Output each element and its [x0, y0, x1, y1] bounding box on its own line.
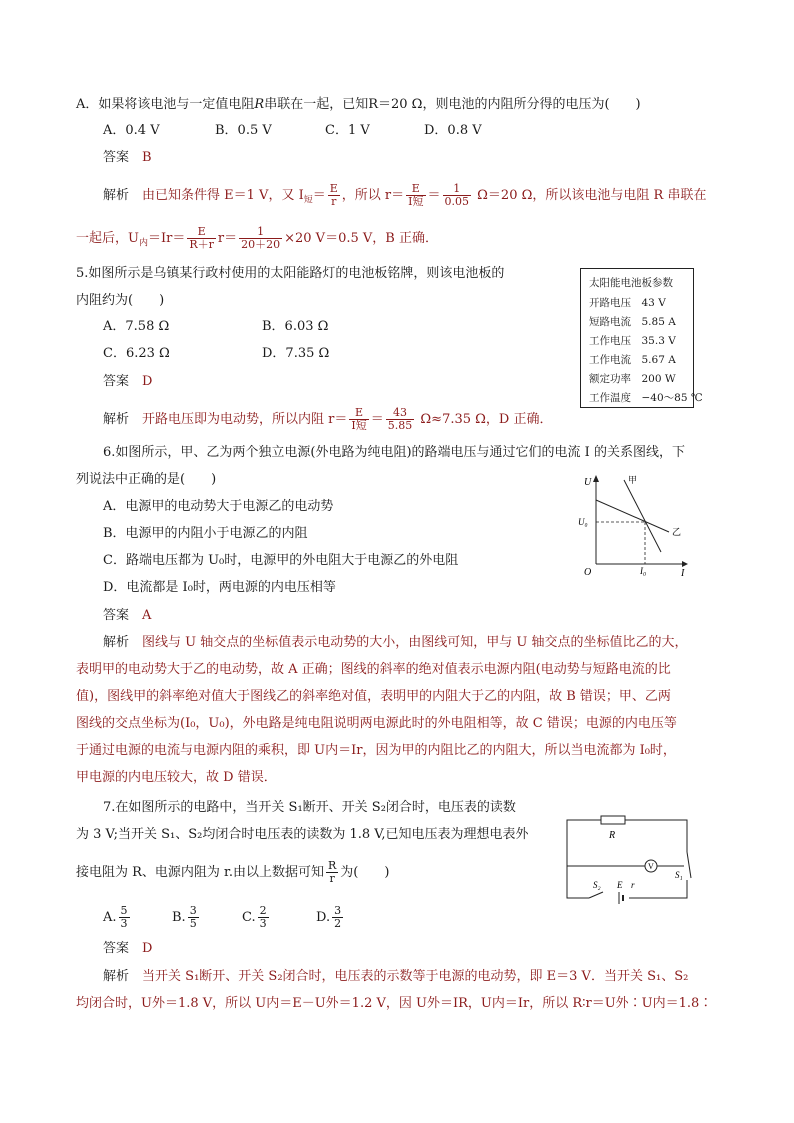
q6-analysis-line1 [103, 634, 687, 652]
q4-analysis-l2b: ＝Ir＝ [147, 231, 186, 246]
q4-answer-label: 答案 [103, 150, 130, 165]
q4-stem-b: 串联在一起，已知 [264, 97, 369, 112]
q7-option-a[interactable] [103, 905, 132, 930]
q7-stem-frac [326, 860, 338, 885]
emf-label: E [617, 880, 623, 890]
resistor-r [601, 816, 625, 824]
q7-stem-l3b: 为( ) [340, 865, 390, 880]
yi-label: 乙 [672, 528, 682, 538]
q5-frac1-n: E [349, 407, 368, 420]
q4-analysis-l1c: Ω＝20 Ω，所以该电池与电阻 R 串联在 [477, 188, 707, 203]
q4-option-a[interactable]: A．0.4 V [103, 123, 160, 138]
q4-stem-a: A．如果将该电池与一定值电阻 [76, 97, 255, 112]
q7-opt-d: 2 [334, 917, 342, 930]
q7-answer-value: D [142, 941, 153, 956]
solar-panel-nameplate [580, 268, 703, 408]
q7-stem-l3a: 接电阻为 R、电源内阻为 r.由以上数据可知 [76, 865, 324, 880]
q6-stem-line2: 列说法中正确的是( ) [76, 472, 217, 487]
q5-analysis-b: Ω≈7.35 Ω，D 正确． [420, 412, 553, 427]
i-axis-arrow-icon [682, 561, 688, 567]
q4-analysis-line1: 解析 由已知条件得 E＝1 V，又 $I_短=$ $\frac{E}{r}$ ，所以 r＝ $\frac{E}{\text{I短}}$ ＝ $\frac{1}{0.05}$ Ω＝20 Ω，所以该电池与电阻 R 串联在 [103, 182, 707, 208]
internal-r-label: r [631, 880, 635, 890]
q4-frac2 [406, 183, 425, 208]
q5-frac1-d: I短 [351, 419, 367, 432]
q7-opt-label: D. [316, 910, 331, 925]
q7-opt-d: 5 [189, 917, 197, 930]
origin-label: O [584, 567, 592, 578]
q4-frac2-d: I短 [408, 195, 424, 208]
q7-opt-n: 2 [259, 904, 267, 917]
q4-frac5 [239, 226, 282, 251]
q7-opt-frac [119, 905, 130, 930]
q5-answer [103, 373, 152, 391]
q7-opt-d: 3 [259, 917, 267, 930]
q7-opt-n: 3 [189, 904, 197, 917]
q5-option-c[interactable]: C．6.23 Ω [103, 346, 170, 361]
q4-frac1-n: E [329, 182, 338, 195]
q7-opt-label: A. [103, 910, 117, 925]
q4-frac2-n: E [406, 183, 425, 196]
q5-option-b[interactable]: B．6.03 Ω [262, 319, 329, 334]
q4-stem [76, 96, 641, 114]
q7-stem-line1: 7.在如图所示的电路中，当开关 S₁断开、开关 S₂闭合时，电压表的读数 [103, 800, 516, 815]
q5-frac2-d: 5.85 [387, 419, 413, 432]
q6-analysis-text: 图线与 U 轴交点的坐标值表示电动势的大小，由图线可知，甲与 U 轴交点的坐标值比乙的大， [142, 635, 688, 650]
s1-label: S₁ [675, 870, 683, 880]
q5-answer-label: 答案 [103, 374, 130, 389]
q4-frac1-d: r [331, 195, 337, 208]
q4-frac3-d: 0.05 [444, 195, 470, 208]
q7-analysis-text: 当开关 S₁断开、开关 S₂闭合时，电压表的示数等于电源的电动势，即 E＝3 V．当开关 S₁、S₂ [142, 969, 689, 984]
q4-frac4-n: E [187, 226, 216, 239]
q5-stem-line1: 5.如图所示是乌镇某行政村使用的太阳能路灯的电池板铭牌，则该电池板的 [76, 266, 505, 281]
q6-option-b[interactable]: B．电源甲的内阻小于电源乙的内阻 [103, 526, 308, 541]
i0-label: I₀ [640, 566, 647, 576]
q7-opt-d: 3 [120, 917, 128, 930]
q6-stem-line1: 6.如图所示，甲、乙为两个独立电源(外电路为纯电阻)的路端电压与通过它们的电流 I 的关系图线，下 [103, 445, 685, 460]
q4-stem-c: R＝20 Ω，则电池的内阻所分得的电压为( ) [368, 97, 641, 112]
q6-analysis-line6: 甲电源的内电压较大，故 D 错误． [76, 770, 277, 785]
q4-analysis-l1a: 由已知条件得 E＝1 V，又 I [142, 188, 304, 203]
q6-answer-label: 答案 [103, 608, 130, 623]
q6-analysis-line3: 值)，图线甲的斜率绝对值大于图线乙的斜率绝对值，表明甲的内阻大于乙的内阻，故 B 错误；甲、乙两 [76, 689, 671, 704]
nameplate-key: 工作温度 [589, 392, 631, 404]
q5-frac2-n: 43 [386, 407, 415, 420]
q6-option-c[interactable]: C．路端电压都为 U₀时，电源甲的外电阻大于电源乙的外电阻 [103, 553, 459, 568]
q4-frac5-n: 1 [239, 226, 282, 239]
q6-analysis-line5: 于通过电源的电流与电源内阻的乘积，即 U内＝Ir，因为甲的内阻比乙的内阻大，所以当电流都为 I₀时， [76, 743, 676, 758]
ui-graph [574, 472, 696, 580]
q4-analysis-line2 [76, 226, 438, 253]
q4-stem-r: R [254, 97, 265, 112]
u-axis-label: U [584, 477, 592, 488]
q5-option-a[interactable]: A．7.58 Ω [103, 319, 170, 334]
q7-option-c[interactable] [242, 905, 271, 930]
nameplate-key: 短路电流 [589, 316, 631, 328]
q4-option-d[interactable]: D．0.8 V [424, 123, 482, 138]
q5-analysis-label: 解析 [103, 412, 130, 427]
resistor-r-label: R [609, 830, 616, 841]
q7-opt-frac [332, 905, 343, 930]
s2-label: S₂ [593, 880, 601, 890]
q7-stem-frac-n: R [327, 859, 337, 872]
q4-answer-value: B [142, 150, 152, 165]
circuit-diagram [563, 812, 699, 904]
nameplate-row [589, 295, 666, 310]
q4-frac5-d: 20＋20 [241, 238, 281, 251]
yi-line [596, 500, 669, 532]
q6-analysis-line4: 图线的交点坐标为(I₀，U₀)，外电路是纯电阻说明两电源此时的外电阻相等，故 C 错误；电源的内电压等 [76, 716, 677, 731]
q5-analysis: 解析 开路电压即为电动势，所以内阻 r＝ $\frac{E}{\text{I短}}$ ＝ $\frac{43}{5.85}$ Ω≈7.35 Ω，D 正确． [103, 406, 553, 432]
nameplate-value: 5.85 A [641, 316, 676, 328]
q4-frac4 [187, 226, 216, 251]
q7-stem-frac-d: r [329, 872, 335, 885]
q4-sub-short: 短 [303, 195, 313, 206]
u0-label: U₀ [578, 517, 588, 527]
q7-stem-line3 [76, 860, 389, 885]
q4-sub-in: 内 [138, 238, 148, 249]
q4-frac3 [443, 183, 472, 208]
q6-option-d[interactable]: D．电流都是 I₀时，两电源的内电压相等 [103, 580, 336, 595]
q6-analysis-line2: 表明甲的电动势大于乙的电动势，故 A 正确；图线的斜率的绝对值表示电源内阻(电动势与短路电流的比 [76, 662, 671, 677]
q4-frac1 [328, 183, 340, 208]
q5-option-d[interactable]: D．7.35 Ω [262, 346, 330, 361]
circuit-outer-loop [567, 820, 687, 898]
nameplate-row [589, 314, 676, 329]
voltmeter-label: V [648, 862, 654, 871]
q7-analysis-line2: 均闭合时，U外＝1.8 V，所以 U内＝E－U外＝1.2 V，因 U外＝IR，U内＝Ir，所以 R∶r＝U外∶U内＝1.8∶ [76, 996, 713, 1011]
nameplate-value: 5.67 A [641, 354, 676, 366]
nameplate-key: 工作电压 [589, 335, 631, 347]
q6-answer [103, 607, 151, 625]
q5-answer-value: D [142, 374, 153, 389]
q5-stem-line2: 内阻约为( ) [76, 293, 165, 308]
q6-answer-value: A [142, 608, 152, 623]
q4-frac4-d: R＋r [189, 238, 214, 251]
nameplate-key: 工作电流 [589, 354, 631, 366]
q4-option-c[interactable]: C．1 V [325, 123, 370, 138]
q7-answer [103, 940, 152, 958]
u-axis-arrow-icon [593, 475, 599, 482]
q7-opt-frac [258, 905, 269, 930]
q4-analysis-l2a: 一起后，U [76, 231, 139, 246]
q7-opt-label: B. [172, 910, 186, 925]
q5-analysis-a: 开路电压即为电动势，所以内阻 r＝ [142, 412, 348, 427]
q7-opt-label: C. [242, 910, 256, 925]
q7-answer-label: 答案 [103, 941, 130, 956]
q4-analysis-l2d: ×20 V＝0.5 V，B 正确． [284, 231, 438, 246]
q4-analysis-label: 解析 [103, 188, 130, 203]
q7-option-d[interactable] [316, 905, 345, 930]
q7-stem-line2: 为 3 V;当开关 S₁、S₂均闭合时电压表的读数为 1.8 V,已知电压表为理想电表外 [76, 827, 529, 842]
q6-analysis-label: 解析 [103, 635, 130, 650]
nameplate-row [589, 390, 703, 405]
q4-frac3-n: 1 [443, 183, 472, 196]
q7-opt-frac [188, 905, 199, 930]
q4-analysis-l2c: r＝ [217, 231, 238, 246]
nameplate-value: 200 W [641, 373, 676, 385]
q7-opt-n: 3 [334, 904, 342, 917]
nameplate-value: 35.3 V [641, 335, 676, 347]
nameplate-key: 额定功率 [589, 373, 631, 385]
jia-line [624, 480, 661, 552]
q4-option-b[interactable]: B．0.5 V [215, 123, 272, 138]
q4-analysis-l1b: ，所以 r＝ [341, 188, 405, 203]
q6-option-a[interactable]: A．电源甲的电动势大于电源乙的电动势 [103, 499, 334, 514]
q5-frac1 [349, 407, 368, 432]
q7-analysis-line1 [103, 968, 688, 986]
i-axis-label: I [681, 568, 685, 579]
q7-opt-n: 5 [120, 904, 128, 917]
q7-option-b[interactable] [172, 905, 201, 930]
nameplate-row [589, 371, 676, 386]
q5-frac2 [386, 407, 415, 432]
q4-answer [103, 149, 152, 167]
nameplate-key: 开路电压 [589, 297, 631, 309]
nameplate-title: 太阳能电池板参数 [589, 277, 673, 289]
q7-analysis-label: 解析 [103, 969, 130, 984]
nameplate-value: 43 V [641, 297, 666, 309]
jia-label: 甲 [628, 476, 638, 486]
nameplate-row [589, 352, 676, 367]
nameplate-row [589, 333, 676, 348]
nameplate-value: −40～85 ℃ [641, 392, 703, 404]
